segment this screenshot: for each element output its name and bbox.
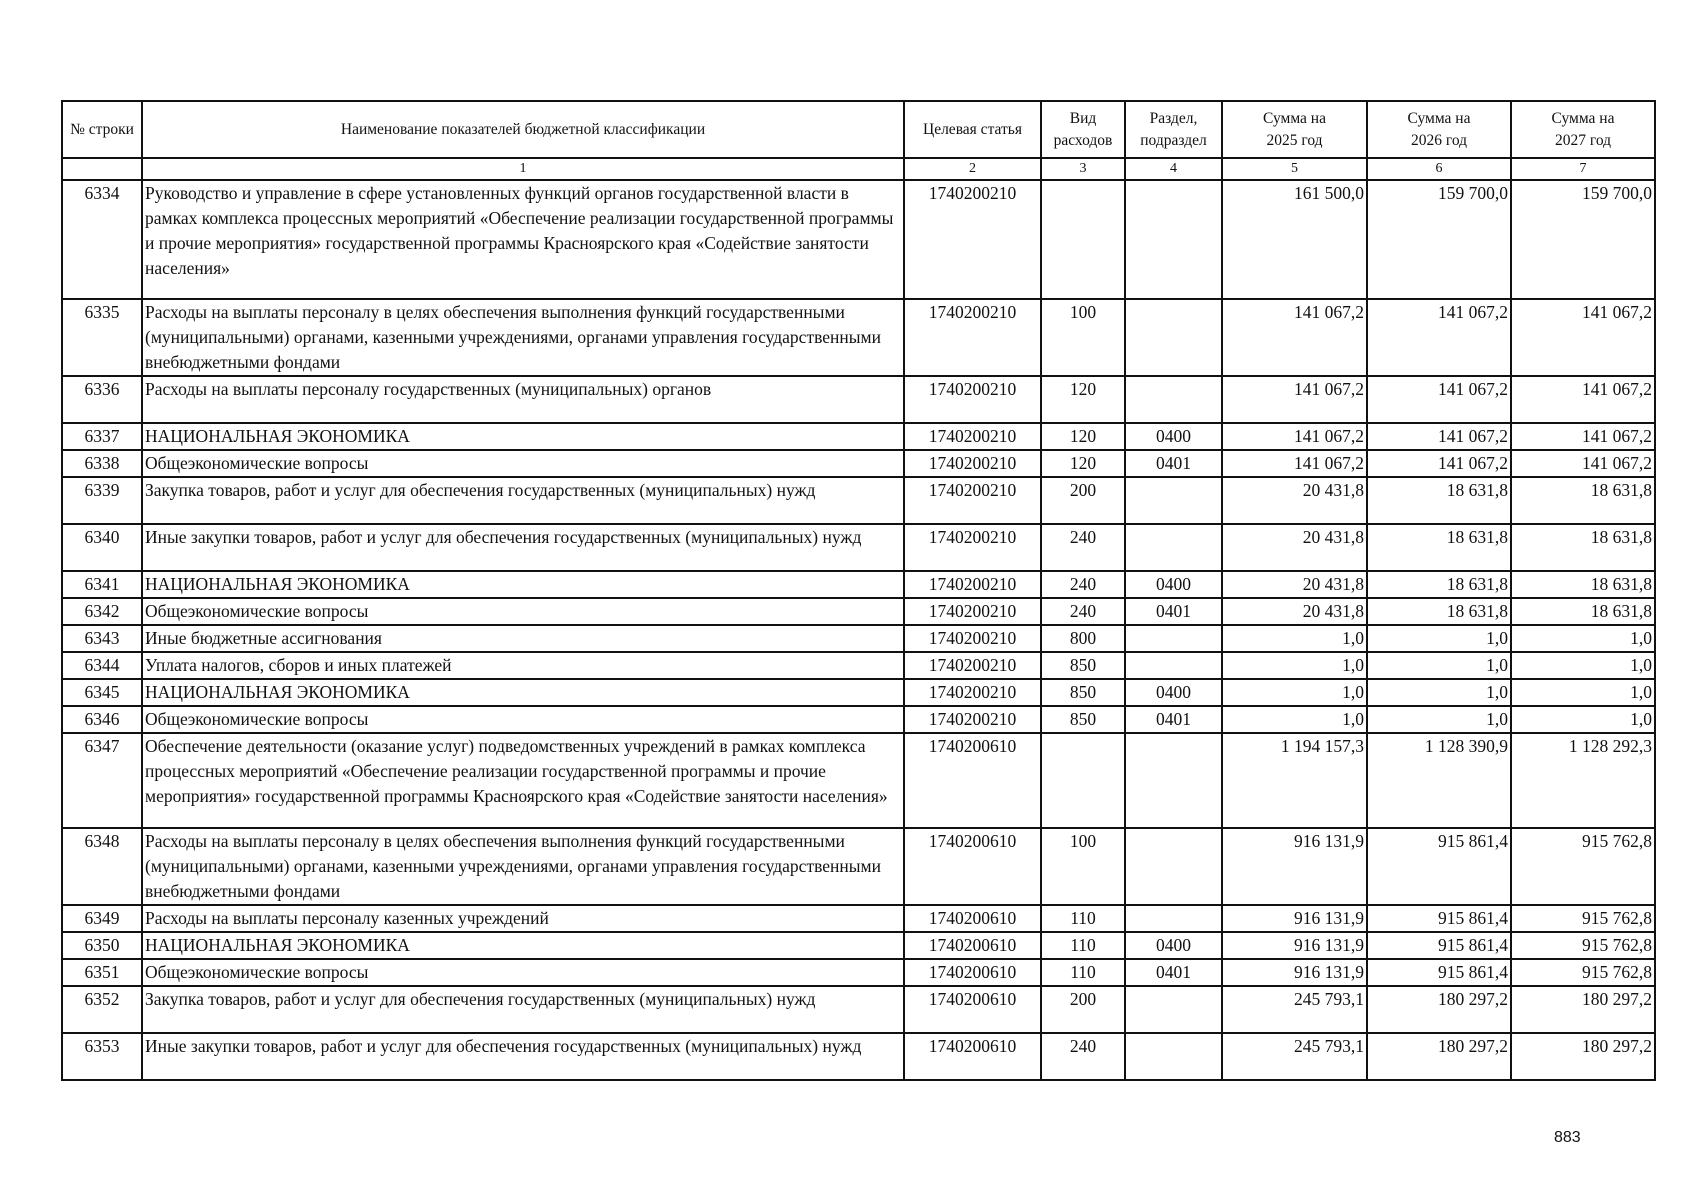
- row-target-article-cell: 1740200610: [904, 828, 1041, 905]
- row-section-cell: 0400: [1125, 932, 1222, 959]
- row-section-cell: [1125, 625, 1222, 652]
- column-number: 6: [1367, 158, 1511, 180]
- row-sum-2027-cell: 1 128 292,3: [1511, 733, 1655, 828]
- row-name-cell: НАЦИОНАЛЬНАЯ ЭКОНОМИКА: [142, 932, 904, 959]
- row-number-cell: 6339: [62, 477, 142, 524]
- row-target-article-cell: 1740200610: [904, 932, 1041, 959]
- row-sum-2026-cell: 18 631,8: [1367, 571, 1511, 598]
- row-sum-2025-cell: 20 431,8: [1222, 524, 1367, 571]
- row-expense-type-cell: 240: [1041, 524, 1125, 571]
- row-sum-2027-cell: 915 762,8: [1511, 905, 1655, 932]
- row-number-cell: 6336: [62, 376, 142, 423]
- row-sum-2026-cell: 18 631,8: [1367, 477, 1511, 524]
- row-name-cell: Уплата налогов, сборов и иных платежей: [142, 652, 904, 679]
- row-name-cell: Расходы на выплаты персоналу государственных (муниципальных) органов: [142, 376, 904, 423]
- row-section-cell: 0400: [1125, 571, 1222, 598]
- header-section-line1: Раздел,: [1149, 109, 1198, 127]
- row-sum-2027-cell: 18 631,8: [1511, 598, 1655, 625]
- row-sum-2027-cell: 180 297,2: [1511, 986, 1655, 1033]
- row-sum-2027-cell: 915 762,8: [1511, 932, 1655, 959]
- header-sum-2025-line1: Сумма на: [1263, 109, 1326, 127]
- row-number-cell: 6338: [62, 450, 142, 477]
- row-name-cell: НАЦИОНАЛЬНАЯ ЭКОНОМИКА: [142, 571, 904, 598]
- row-section-cell: 0401: [1125, 450, 1222, 477]
- row-expense-type-cell: 850: [1041, 706, 1125, 733]
- table-row: [62, 376, 1655, 423]
- row-section-cell: [1125, 376, 1222, 423]
- header-sum-2025: [1222, 101, 1367, 158]
- row-sum-2025-cell: 1,0: [1222, 652, 1367, 679]
- row-sum-2026-cell: 141 067,2: [1367, 450, 1511, 477]
- row-target-article-cell: 1740200610: [904, 905, 1041, 932]
- row-sum-2026-cell: 915 861,4: [1367, 828, 1511, 905]
- row-sum-2026-cell: 141 067,2: [1367, 299, 1511, 376]
- table-row: [62, 625, 1655, 652]
- row-name-cell: Руководство и управление в сфере установленных функций органов государственной власти в рамках комплекса процессных мероприятий «Обеспечение реализации государственной программы и прочие мероприятия» государственной программы Красноярского края «Содействие занятости населения»: [142, 180, 904, 299]
- table-row: [62, 679, 1655, 706]
- header-sum-2025-line2: 2025 год: [1266, 131, 1323, 149]
- budget-table: [61, 100, 1656, 1081]
- row-sum-2027-cell: 18 631,8: [1511, 477, 1655, 524]
- row-expense-type-cell: 100: [1041, 828, 1125, 905]
- header-section: [1125, 101, 1222, 158]
- row-sum-2027-cell: 18 631,8: [1511, 524, 1655, 571]
- header-expense-type-line1: Вид: [1069, 109, 1097, 127]
- row-section-cell: 0401: [1125, 598, 1222, 625]
- row-number-cell: 6334: [62, 180, 142, 299]
- column-number-blank: [62, 158, 142, 180]
- row-sum-2026-cell: 1,0: [1367, 625, 1511, 652]
- row-section-cell: [1125, 828, 1222, 905]
- row-sum-2026-cell: 180 297,2: [1367, 986, 1511, 1033]
- row-number-cell: 6342: [62, 598, 142, 625]
- row-number-cell: 6353: [62, 1033, 142, 1080]
- row-number-cell: 6345: [62, 679, 142, 706]
- row-name-cell: Общеэкономические вопросы: [142, 706, 904, 733]
- column-number: 7: [1511, 158, 1655, 180]
- row-target-article-cell: 1740200210: [904, 477, 1041, 524]
- row-section-cell: 0401: [1125, 706, 1222, 733]
- row-sum-2025-cell: 1,0: [1222, 625, 1367, 652]
- row-section-cell: 0400: [1125, 423, 1222, 450]
- row-expense-type-cell: 850: [1041, 652, 1125, 679]
- row-sum-2026-cell: 18 631,8: [1367, 524, 1511, 571]
- table-row: [62, 477, 1655, 524]
- row-expense-type-cell: 100: [1041, 299, 1125, 376]
- table-row: [62, 932, 1655, 959]
- row-target-article-cell: 1740200210: [904, 180, 1041, 299]
- row-section-cell: [1125, 905, 1222, 932]
- row-sum-2026-cell: 915 861,4: [1367, 932, 1511, 959]
- header-row-number: № строки: [62, 101, 142, 158]
- page-number: 883: [1554, 1129, 1581, 1146]
- row-sum-2026-cell: 180 297,2: [1367, 1033, 1511, 1080]
- row-target-article-cell: 1740200610: [904, 986, 1041, 1033]
- header-sum-2027-line1: Сумма на: [1551, 109, 1615, 127]
- column-number-row: [62, 158, 1655, 180]
- table-row: [62, 571, 1655, 598]
- row-expense-type-cell: 110: [1041, 932, 1125, 959]
- row-sum-2026-cell: 141 067,2: [1367, 376, 1511, 423]
- column-number: 3: [1041, 158, 1125, 180]
- row-sum-2025-cell: 1,0: [1222, 706, 1367, 733]
- row-number-cell: 6347: [62, 733, 142, 828]
- row-sum-2027-cell: 1,0: [1511, 625, 1655, 652]
- row-sum-2027-cell: 915 762,8: [1511, 959, 1655, 986]
- row-target-article-cell: 1740200210: [904, 423, 1041, 450]
- row-name-cell: Общеэкономические вопросы: [142, 959, 904, 986]
- row-sum-2025-cell: 161 500,0: [1222, 180, 1367, 299]
- table-row: [62, 180, 1655, 299]
- row-sum-2027-cell: 1,0: [1511, 679, 1655, 706]
- row-sum-2026-cell: 1 128 390,9: [1367, 733, 1511, 828]
- row-expense-type-cell: [1041, 733, 1125, 828]
- column-number: 5: [1222, 158, 1367, 180]
- row-target-article-cell: 1740200210: [904, 598, 1041, 625]
- table-row: [62, 733, 1655, 828]
- row-expense-type-cell: 240: [1041, 598, 1125, 625]
- table-row: [62, 450, 1655, 477]
- row-target-article-cell: 1740200210: [904, 706, 1041, 733]
- header-target-article: Целевая статья: [904, 101, 1041, 158]
- row-sum-2027-cell: 141 067,2: [1511, 299, 1655, 376]
- header-sum-2026: [1367, 101, 1511, 158]
- table-row: [62, 828, 1655, 905]
- row-sum-2025-cell: 141 067,2: [1222, 450, 1367, 477]
- row-expense-type-cell: 110: [1041, 959, 1125, 986]
- row-target-article-cell: 1740200210: [904, 450, 1041, 477]
- table-row: [62, 598, 1655, 625]
- row-number-cell: 6348: [62, 828, 142, 905]
- row-target-article-cell: 1740200210: [904, 679, 1041, 706]
- row-name-cell: Закупка товаров, работ и услуг для обеспечения государственных (муниципальных) нужд: [142, 477, 904, 524]
- row-name-cell: Общеэкономические вопросы: [142, 598, 904, 625]
- row-expense-type-cell: 800: [1041, 625, 1125, 652]
- row-sum-2027-cell: 915 762,8: [1511, 828, 1655, 905]
- table-row: [62, 1033, 1655, 1080]
- row-number-cell: 6335: [62, 299, 142, 376]
- row-sum-2026-cell: 915 861,4: [1367, 959, 1511, 986]
- row-sum-2026-cell: 1,0: [1367, 652, 1511, 679]
- row-target-article-cell: 1740200610: [904, 733, 1041, 828]
- row-section-cell: [1125, 180, 1222, 299]
- row-sum-2025-cell: 141 067,2: [1222, 376, 1367, 423]
- row-sum-2026-cell: 1,0: [1367, 679, 1511, 706]
- row-sum-2025-cell: 916 131,9: [1222, 932, 1367, 959]
- row-sum-2025-cell: 20 431,8: [1222, 571, 1367, 598]
- row-sum-2025-cell: 916 131,9: [1222, 905, 1367, 932]
- row-name-cell: Иные закупки товаров, работ и услуг для обеспечения государственных (муниципальных) нужд: [142, 524, 904, 571]
- row-name-cell: Расходы на выплаты персоналу в целях обеспечения выполнения функций государственными (муниципальными) органами, казенными учреждениями, органами управления государственными внебюджетными фондами: [142, 828, 904, 905]
- row-number-cell: 6337: [62, 423, 142, 450]
- row-name-cell: Общеэкономические вопросы: [142, 450, 904, 477]
- row-sum-2026-cell: 1,0: [1367, 706, 1511, 733]
- row-section-cell: [1125, 299, 1222, 376]
- row-section-cell: [1125, 986, 1222, 1033]
- row-expense-type-cell: 240: [1041, 571, 1125, 598]
- row-sum-2025-cell: 141 067,2: [1222, 299, 1367, 376]
- row-sum-2025-cell: 20 431,8: [1222, 477, 1367, 524]
- row-number-cell: 6351: [62, 959, 142, 986]
- row-name-cell: Обеспечение деятельности (оказание услуг) подведомственных учреждений в рамках комплекса процессных мероприятий «Обеспечение реализации государственной программы и прочие мероприятия» государственной программы Красноярского края «Содействие занятости населения»: [142, 733, 904, 828]
- row-name-cell: НАЦИОНАЛЬНАЯ ЭКОНОМИКА: [142, 679, 904, 706]
- row-sum-2026-cell: 141 067,2: [1367, 423, 1511, 450]
- row-sum-2027-cell: 18 631,8: [1511, 571, 1655, 598]
- row-target-article-cell: 1740200610: [904, 959, 1041, 986]
- header-sum-2026-line2: 2026 год: [1410, 131, 1468, 149]
- row-section-cell: 0400: [1125, 679, 1222, 706]
- header-expense-type: [1041, 101, 1125, 158]
- row-number-cell: 6343: [62, 625, 142, 652]
- row-sum-2025-cell: 1 194 157,3: [1222, 733, 1367, 828]
- row-expense-type-cell: [1041, 180, 1125, 299]
- row-sum-2025-cell: 245 793,1: [1222, 986, 1367, 1033]
- row-name-cell: Иные закупки товаров, работ и услуг для обеспечения государственных (муниципальных) нужд: [142, 1033, 904, 1080]
- row-section-cell: [1125, 524, 1222, 571]
- row-sum-2025-cell: 245 793,1: [1222, 1033, 1367, 1080]
- row-sum-2026-cell: 915 861,4: [1367, 905, 1511, 932]
- row-section-cell: 0401: [1125, 959, 1222, 986]
- row-section-cell: [1125, 1033, 1222, 1080]
- row-sum-2027-cell: 1,0: [1511, 706, 1655, 733]
- table-row: [62, 706, 1655, 733]
- row-expense-type-cell: 200: [1041, 477, 1125, 524]
- row-target-article-cell: 1740200210: [904, 571, 1041, 598]
- table-row: [62, 652, 1655, 679]
- table-row: [62, 299, 1655, 376]
- header-sum-2027-line2: 2027 год: [1554, 131, 1612, 149]
- row-number-cell: 6352: [62, 986, 142, 1033]
- row-expense-type-cell: 200: [1041, 986, 1125, 1033]
- row-name-cell: Расходы на выплаты персоналу казенных учреждений: [142, 905, 904, 932]
- row-name-cell: Иные бюджетные ассигнования: [142, 625, 904, 652]
- column-number: 2: [904, 158, 1041, 180]
- table-row: [62, 423, 1655, 450]
- row-target-article-cell: 1740200210: [904, 376, 1041, 423]
- table-body: [62, 180, 1655, 1080]
- header-section-line2: подраздел: [1140, 131, 1207, 149]
- row-target-article-cell: 1740200610: [904, 1033, 1041, 1080]
- column-number: 1: [142, 158, 904, 180]
- row-number-cell: 6346: [62, 706, 142, 733]
- table-row: [62, 959, 1655, 986]
- row-sum-2027-cell: 141 067,2: [1511, 423, 1655, 450]
- row-name-cell: Закупка товаров, работ и услуг для обеспечения государственных (муниципальных) нужд: [142, 986, 904, 1033]
- row-number-cell: 6340: [62, 524, 142, 571]
- row-target-article-cell: 1740200210: [904, 524, 1041, 571]
- row-section-cell: [1125, 733, 1222, 828]
- row-target-article-cell: 1740200210: [904, 652, 1041, 679]
- row-expense-type-cell: 240: [1041, 1033, 1125, 1080]
- row-sum-2027-cell: 1,0: [1511, 652, 1655, 679]
- row-sum-2025-cell: 1,0: [1222, 679, 1367, 706]
- row-number-cell: 6344: [62, 652, 142, 679]
- row-target-article-cell: 1740200210: [904, 625, 1041, 652]
- header-row: [62, 101, 1655, 158]
- column-number: 4: [1125, 158, 1222, 180]
- row-expense-type-cell: 120: [1041, 376, 1125, 423]
- row-sum-2026-cell: 18 631,8: [1367, 598, 1511, 625]
- row-target-article-cell: 1740200210: [904, 299, 1041, 376]
- header-expense-type-line2: расходов: [1053, 131, 1113, 149]
- row-sum-2027-cell: 141 067,2: [1511, 376, 1655, 423]
- row-number-cell: 6349: [62, 905, 142, 932]
- table-row: [62, 986, 1655, 1033]
- row-name-cell: НАЦИОНАЛЬНАЯ ЭКОНОМИКА: [142, 423, 904, 450]
- table-row: [62, 524, 1655, 571]
- row-section-cell: [1125, 652, 1222, 679]
- row-expense-type-cell: 110: [1041, 905, 1125, 932]
- row-section-cell: [1125, 477, 1222, 524]
- row-expense-type-cell: 120: [1041, 450, 1125, 477]
- row-sum-2026-cell: 159 700,0: [1367, 180, 1511, 299]
- row-sum-2025-cell: 141 067,2: [1222, 423, 1367, 450]
- row-number-cell: 6350: [62, 932, 142, 959]
- row-expense-type-cell: 850: [1041, 679, 1125, 706]
- row-sum-2027-cell: 159 700,0: [1511, 180, 1655, 299]
- header-sum-2027: [1511, 101, 1655, 158]
- row-sum-2027-cell: 141 067,2: [1511, 450, 1655, 477]
- header-sum-2026-line1: Сумма на: [1407, 109, 1471, 127]
- row-sum-2025-cell: 20 431,8: [1222, 598, 1367, 625]
- row-sum-2025-cell: 916 131,9: [1222, 828, 1367, 905]
- header-name: Наименование показателей бюджетной классификации: [142, 101, 904, 158]
- row-number-cell: 6341: [62, 571, 142, 598]
- row-name-cell: Расходы на выплаты персоналу в целях обеспечения выполнения функций государственными (муниципальными) органами, казенными учреждениями, органами управления государственными внебюджетными фондами: [142, 299, 904, 376]
- row-sum-2027-cell: 180 297,2: [1511, 1033, 1655, 1080]
- row-expense-type-cell: 120: [1041, 423, 1125, 450]
- table-row: [62, 905, 1655, 932]
- row-sum-2025-cell: 916 131,9: [1222, 959, 1367, 986]
